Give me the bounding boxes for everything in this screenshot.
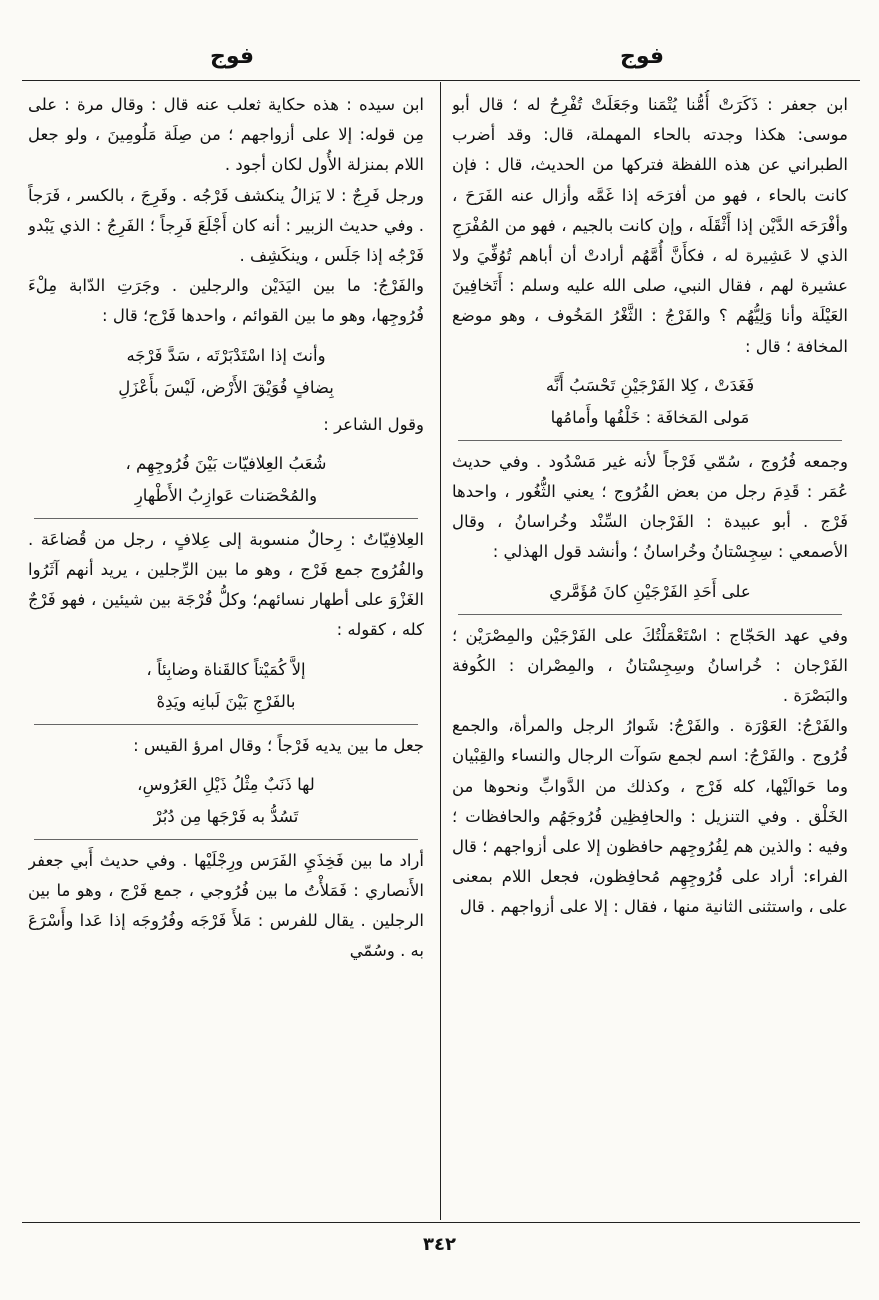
running-head-left: فوج [210,44,255,69]
paragraph: ورجل فَرِجٌ : لا يَزالُ ينكشف فَرْجُه . وفَرِجَ ، بالكسر ، فَرَجاً . وفي حديث الزبير : أنه كان أَجْلَعَ فَرِجاً ؛ الفَرِجُ : الذي يَبْدو فَرْجُه إذا جَلَس ، وينكَشِف . [28,185,424,266]
column-divider [440,82,441,1220]
verse [28,340,424,404]
separator [34,724,418,725]
paragraph: ابن جعفر : ذَكَرَتْ أُمُّنا يُتْمَنا وجَعَلَتْ تُفْرِحُ له ؛ قال أبو موسى: هكذا وجدته بالحاء المهملة، قال: وقد أضرب الطبراني عن هذه اللفظة فتركها من الحديث، قال : فإن كانت بالحاء ، فهو من أفرَحَه إذا غَمَّه وأزال عنه الفَرَحَ ، وأفْرَحَه الدَّيْن إذا أَثْقَلَه ، وإن كانت بالجيم ، فهو من المُفْرَجِ الذي لا عَشِيرة له ، فكأَنَّ أُمَّهُم أرادتْ أن أباهم تُوُفِّيَ ولا عشيرة لهم ، فقال النبي، صلى الله عليه وسلم : أَتَخافِينَ العَيْلَة وأنا وَلِيُّهُم ؟ والفَرْجُ : الثَّغْرُ المَخُوف ، وهو موضع المخافة ؛ قال : [452,95,848,356]
verse-line: إلاَّ كُمَيْتاً كالقَناة وضابِئاً ، [146,659,306,679]
paragraph: والفَرْجُ: ما بين اليَدَيْن والرجلين . وجَرَتِ الدّابة مِلْءَ فُرُوجِها، وهو ما بين القوائم ، واحدها فَرْج؛ قال : [28,276,424,326]
page-number: ٣٤٢ [423,1234,456,1255]
separator [34,518,418,519]
verse [28,448,424,512]
paragraph: جعل ما بين يديه فَرْجاً ؛ وقال امرؤ القيس : [133,735,424,755]
verse-line: على أَحَدِ الفَرْجَيْنِ كانَ مُؤَمَّري [549,581,751,601]
running-head-right: فوج [620,44,665,69]
paragraph: أراد ما بين فَخِذَيِ الفَرَس ورِجْلَيْها . وفي حديث أَبي جعفر الأَنصاري : فَمَلأْتُ ما بين فُرُوجي ، جمع فَرْج ، وهو ما بين الرجلين . يقال للفرس : مَلأَ فَرْجَه وفُرُوجَه إذا عَدا وأَسْرَعَ به . وسُمّي [28,850,424,961]
verse [28,654,424,718]
verse [452,370,848,434]
right-column [452,90,848,1218]
paragraph: ابن سيده : هذه حكاية ثعلب عنه قال : وقال مرة : على مِن قوله: إلا على أزواجهم ؛ من صِلَة مَلُومِينَ ، ولو جعل اللام بمنزلة الأُول لكان أجود . [28,95,424,175]
verse [28,769,424,833]
paragraph: وقول الشاعر : [323,414,424,434]
footer-rule [22,1222,860,1223]
verse-line: بِضافٍ فُوَيْقَ الأَرْض، لَيْسَ بأَعْزَلِ [118,377,334,397]
verse-line: بالفَرْجِ بَيْنَ لَبانِه ويَدِهْ [156,691,296,711]
verse-line: والمُحْصَنات عَوازِبُ الأَطْهارِ [134,485,318,505]
verse-line: وأنتَ إذا اسْتَدْبَرْتَه ، سَدَّ فَرْجَه [126,345,326,365]
verse-line: شُعَبُ العِلافيّات بَيْنَ فُرُوجِهِم ، [125,453,327,473]
separator [458,440,842,441]
verse-line: لها ذَنَبٌ مِثْلُ ذَيْلِ العَرُوسِ، [137,774,315,794]
verse-line: فَغَدَتْ ، كِلا الفَرْجَيْنِ تَحْسَبُ أَنَّه [545,375,755,395]
paragraph: العِلافِيّاتُ : رِحالٌ منسوبة إلى عِلافٍ ، رجل من قُضاعَة . والفُرُوج جمع فَرْج ، وهو ما بين الرِّجلين ، يريد أنهم آثَرُوا الغَزْوَ على أطهار نسائهم؛ وكلُّ فُرْجَة بين شيئين ، فهو فَرْجٌ كله ، كقوله : [28,529,424,640]
verse [452,576,848,608]
paragraph: وفي عهد الحَجّاج : اسْتَعْمَلْتُكَ على الفَرْجَيْن والمِصْرَيْن ؛ الفَرْجان : خُراسانُ وسِجِسْتانُ ، والمِصْران : الكُوفة والبَصْرَة . [452,625,848,706]
separator [458,614,842,615]
header-rule [22,80,860,81]
separator [34,839,418,840]
verse-line: تَسُدُّ به فَرْجَها مِن دُبُرْ [153,806,299,826]
paragraph: والفَرْجُ: العَوْرَة . والفَرْجُ: شَوارُ الرجل والمرأة، والجمع فُرُوج . والفَرْجُ: اسم لجمع سَوآت الرجال والنساء والقِبْيان وما حَوالَيْها، كله فَرْج ، وكذلك من الدَّوابِّ ونحوها من الخَلْق . وفي التنزيل : والحافِظِين فُرُوجَهُم والحافظات ؛ وفيه : والذين هم لِفُرُوجِهم حافظون إلا على أزواجهم ؛ قال الفراء: أراد على فُرُوجِهِم مُحافِظون، فجعل اللام بمعنى على ، واستثنى الثانية منها ، فقال : إلا على أزواجهم . قال [452,716,848,917]
paragraph: وجمعه فُرُوج ، سُمّي فَرْجاً لأنه غير مَسْدُود . وفي حديث عُمَر : قَدِمَ رجل من بعض الفُرُوج ؛ يعني الثُّغُور ، واحدها فَرْج . أبو عبيدة : الفَرْجان السِّنْد وخُراسانُ ، وقال الأصمعي : سِجِسْتانُ وخُراسانُ ؛ وأنشد قول الهذلي : [452,451,848,562]
left-column [28,90,424,1218]
verse-line: مَولى المَخافَة : خَلْفُها وأَمامُها [550,407,750,427]
